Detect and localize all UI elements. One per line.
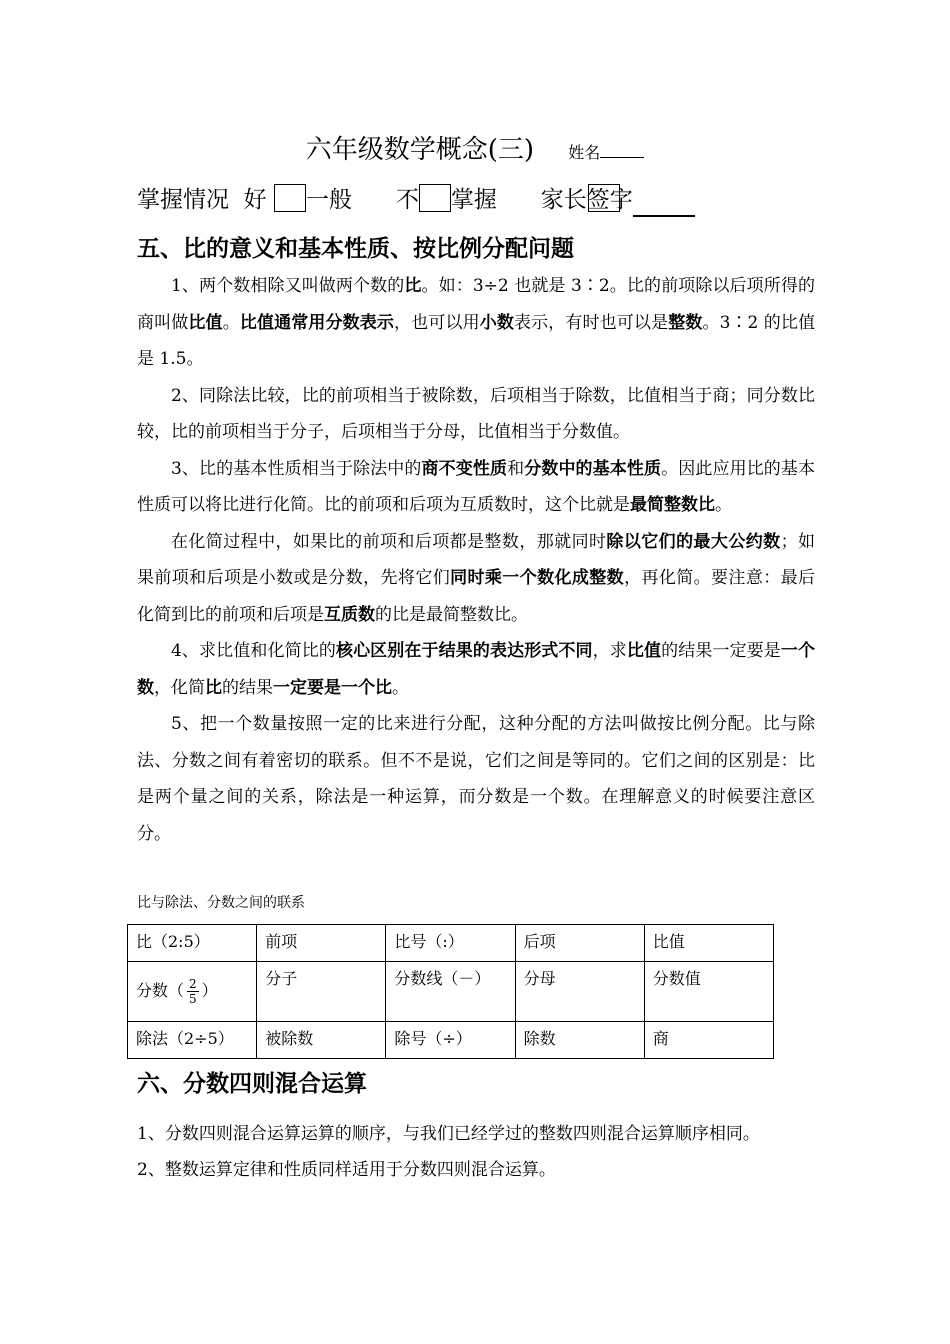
table-row [128,962,774,1022]
page-title [0,132,950,171]
p3-text-2: 和 [507,458,525,479]
p4-text-4: 的比是最简整数比。 [375,604,528,625]
table-caption: 比与除法、分数之间的联系 [137,895,305,911]
table-cell: 分母 [515,962,644,1022]
paragraph-5 [137,633,815,706]
p3-bold-2: 分数中的基本性质 [524,458,662,479]
section6-paragraph-2: 2、整数运算定律和性质同样适用于分数四则混合运算。 [137,1160,556,1180]
p4-bold-2: 同时乘一个数化成整数 [450,568,625,588]
table-cell: 比（2:5） [128,925,257,962]
p1-bold-1: 比 [404,276,422,296]
mastery-label: 掌握情况 [137,187,229,213]
p5-text-5: 的结果 [222,677,273,698]
p5-bold-5: 一定要是一个比 [273,677,392,698]
table-cell: 分数值 [644,962,773,1022]
p1-text-5: 表示，有时也可以是 [514,312,669,333]
mastery-not-prefix: 不 [395,187,419,213]
parent-signature-suffix: 字 [609,187,633,213]
p1-bold-4: 小数 [479,312,514,333]
mastery-row [137,183,695,217]
mastery-average-label: 一般 [305,187,352,213]
table-cell: 商 [644,1022,773,1059]
p1-text-3: 。 [222,312,240,333]
p5-text-6: 。 [392,677,409,698]
p5-bold-4: 比 [205,677,222,698]
p3-bold-1: 商不变性质 [421,458,508,479]
section6-paragraph-1: 1、分数四则混合运算运算的顺序，与我们已经学过的整数四则混合运算顺序相同。 [137,1124,760,1144]
table-cell: 除数 [515,1022,644,1059]
p1-text-6: 。3∶2 的比值是 1.5。 [137,312,816,369]
paragraph-4 [137,524,815,634]
p1-text-2: 。如：3÷2 也就是 3∶2。比的前项除以后项所得的商叫做 [137,276,815,333]
p3-bold-3: 最简整数比 [630,495,715,515]
fraction-label: 分数（ [136,981,185,1000]
table-cell [128,962,257,1022]
parent-signature-blank[interactable] [633,191,695,217]
p3-text-1: 3、比的基本性质相当于除法中的 [171,458,422,479]
table-cell: 除号（÷） [386,1022,515,1059]
p1-bold-2: 比值 [188,312,223,333]
p1-bold-3: 比值通常用分数表示 [239,312,395,333]
relation-table [127,924,774,1059]
table-cell: 分子 [257,962,386,1022]
fraction-denominator: 5 [189,992,197,1006]
p5-text-2: ，求 [592,641,627,661]
name-blank[interactable] [600,139,644,158]
p1-text-1: 1、两个数相除又叫做两个数的 [171,276,405,296]
p3-text-4: 。 [715,495,732,515]
name-field [568,143,644,162]
table-row [128,1022,774,1059]
fraction-two-fifths [187,977,199,1006]
table-cell: 分数线（－） [386,962,515,1022]
table-row [128,925,774,962]
p4-bold-3: 互质数 [324,604,375,625]
paragraph-3 [137,451,815,524]
table-cell: 后项 [515,925,644,962]
p4-text-1: 在化简过程中，如果比的前项和后项都是整数，那就同时 [171,531,607,552]
fraction-close: ） [201,981,218,1000]
p3-text-3: 。因此应用比的基本性质可以将比进行化简。比的前项和后项为互质数时，这个比就是 [137,458,816,515]
paragraph-2: 2、同除法比较，比的前项相当于被除数，后项相当于除数，比值相当于商；同分数比较，比的前项相当于分子，后项相当于分母，比值相当于分数值。 [137,385,815,442]
p4-bold-1: 除以它们的最大公约数 [606,531,781,552]
table-cell: 比值 [644,925,773,962]
parent-signature-prefix: 家长签 [540,187,610,213]
p4-text-2: ；如果前项和后项是小数或是分数，先将它们 [137,531,816,588]
section6-heading: 六、分数四则混合运算 [137,1071,367,1097]
p1-bold-5: 整数 [668,312,703,333]
p4-text-3: ，再化简。要注意：最后化简到比的前项和后项是 [137,568,816,625]
p5-text-4: ，化简 [154,677,205,698]
p5-bold-2: 比值 [626,641,662,661]
title-text: 六年级数学概念(三) [305,135,534,165]
p5-bold-3: 一个数 [137,641,816,698]
table-cell: 除法（2÷5） [128,1022,257,1059]
table-cell: 比号（:） [386,925,515,962]
good-checkbox[interactable] [274,184,306,212]
fraction-numerator: 2 [189,977,197,991]
p5-text-3: 的结果一定要是 [661,641,781,661]
mastery-not-suffix: 掌握 [450,187,497,213]
paragraph-6: 5、把一个数量按照一定的比来进行分配，这种分配的方法叫做按比例分配。比与除法、分数之间有着密切的联系。但不不是说，它们之间是等同的。它们之间的区别是：比是两个量之间的关系，除法是一种运算，而分数是一个数。在理解意义的时候要注意区分。 [137,714,815,844]
p1-text-4: ，也可以用 [394,312,480,333]
not-mastered-checkbox[interactable] [419,184,451,212]
section5-heading: 五、比的意义和基本性质、按比例分配问题 [137,236,574,262]
table-cell: 前项 [257,925,386,962]
table-cell: 被除数 [257,1022,386,1059]
paragraph-1 [137,268,815,378]
p5-bold-1: 核心区别在于结果的表达形式不同 [335,641,593,661]
name-label: 姓名 [568,143,601,162]
mastery-good-label: 好 [243,187,267,213]
section5-body [137,268,815,852]
p5-text-1: 4、求比值和化简比的 [171,641,336,661]
